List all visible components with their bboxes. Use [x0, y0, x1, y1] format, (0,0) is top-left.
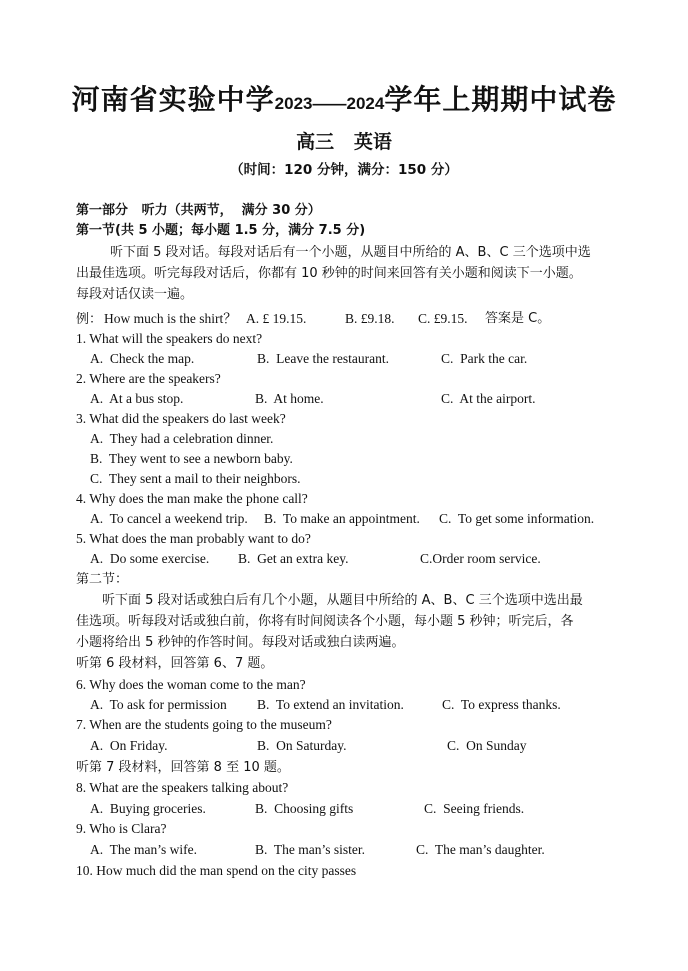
q9-stem: 9. Who is Clara?: [76, 821, 167, 836]
q5-option-b: B. Get an extra key.: [238, 551, 349, 566]
q8-stem: 8. What are the speakers talking about?: [76, 780, 289, 795]
material-7-note: 听第 7 段材料，回答第 8 至 10 题。: [76, 760, 290, 775]
q7-option-c: C. On Sunday: [447, 738, 527, 753]
part1-heading: 第一部分 听力（共两节， 满分 30 分）: [76, 203, 321, 218]
q2-stem: 2. Where are the speakers?: [76, 371, 221, 386]
q1-option-b: B. Leave the restaurant.: [257, 351, 389, 366]
q4-option-b: B. To make an appointment.: [264, 511, 420, 526]
q1-option-c: C. Park the car.: [441, 351, 528, 366]
q3-stem: 3. What did the speakers do last week?: [76, 411, 286, 426]
section1-heading: 第一节(共 5 小题；每小题 1.5 分，满分 7.5 分): [76, 223, 366, 238]
q5-stem: 5. What does the man probably want to do?: [76, 531, 311, 546]
q2-option-c: C. At the airport.: [441, 391, 536, 406]
exam-title: [0, 78, 688, 118]
section2-heading: 第二节：: [76, 572, 129, 587]
title-suffix: 学年上期期中试卷: [384, 83, 617, 116]
section2-instructions-line2: 佳选项。听每段对话或独白前，你将有时间阅读各个小题，每小题 5 秒钟；听完后，各: [76, 614, 574, 629]
q5-option-c: C.Order room service.: [420, 551, 541, 566]
material-6-note: 听第 6 段材料，回答第 6、7 题。: [76, 656, 274, 671]
example-option-c: C. £9.15.: [418, 311, 468, 326]
title-prefix: 河南省实验中学: [71, 83, 275, 116]
q3-option-c: C. They sent a mail to their neighbors.: [90, 471, 301, 486]
q4-option-c: C. To get some information.: [439, 511, 595, 526]
q3-option-b: B. They went to see a newborn baby.: [90, 451, 293, 466]
section1-instructions-line1: 听下面 5 段对话。每段对话后有一个小题，从题目中所给的 A、B、C 三个选项中选: [110, 245, 591, 260]
q1-stem: 1. What will the speakers do next?: [76, 331, 263, 346]
section1-instructions-line2: 出最佳选项。听完每段对话后，你都有 10 秒钟的时间来回答有关小题和阅读下一小题。: [76, 266, 582, 281]
q6-stem: 6. Why does the woman come to the man?: [76, 677, 306, 692]
q7-stem: 7. When are the students going to the museum?: [76, 717, 332, 732]
q8-option-c: C. Seeing friends.: [424, 801, 525, 816]
q10-stem: 10. How much did the man spend on the city passes: [76, 863, 357, 878]
example-answer: 答案是 C。: [485, 311, 551, 326]
q9-option-b: B. The man’s sister.: [255, 842, 365, 857]
section1-instructions-line3: 每段对话仅读一遍。: [76, 287, 194, 302]
example-option-b: B. £9.18.: [345, 311, 395, 326]
section2-instructions-line1: 听下面 5 段对话或独白后有几个小题，从题目中所给的 A、B、C 三个选项中选出最: [102, 593, 583, 608]
q5-option-a: A. Do some exercise.: [90, 551, 210, 566]
title-years: 2023——2024: [274, 94, 385, 113]
section2-instructions-line3: 小题将给出 5 秒钟的作答时间。每段对话或独白读两遍。: [76, 635, 405, 650]
example-option-a: A. £ 19.15.: [246, 311, 307, 326]
q1-option-a: A. Check the map.: [90, 351, 195, 366]
example-prefix: 例：: [76, 312, 103, 327]
q4-stem: 4. Why does the man make the phone call?: [76, 491, 308, 506]
q6-option-a: A. To ask for permission: [90, 697, 227, 712]
q7-option-b: B. On Saturday.: [257, 738, 347, 753]
q6-option-c: C. To express thanks.: [442, 697, 561, 712]
q2-option-b: B. At home.: [255, 391, 324, 406]
example-question: How much is the shirt？: [104, 311, 237, 326]
q9-option-a: A. The man’s wife.: [90, 842, 197, 857]
exam-subtitle: 高三 英语: [296, 131, 392, 153]
q8-option-b: B. Choosing gifts: [255, 801, 354, 816]
q9-option-c: C. The man’s daughter.: [416, 842, 545, 857]
q4-option-a: A. To cancel a weekend trip.: [90, 511, 248, 526]
q7-option-a: A. On Friday.: [90, 738, 168, 753]
q6-option-b: B. To extend an invitation.: [257, 697, 404, 712]
exam-time-info: （时间：120 分钟，满分：150 分）: [230, 162, 458, 178]
q2-option-a: A. At a bus stop.: [90, 391, 184, 406]
q3-option-a: A. They had a celebration dinner.: [90, 431, 274, 446]
q8-option-a: A. Buying groceries.: [90, 801, 206, 816]
